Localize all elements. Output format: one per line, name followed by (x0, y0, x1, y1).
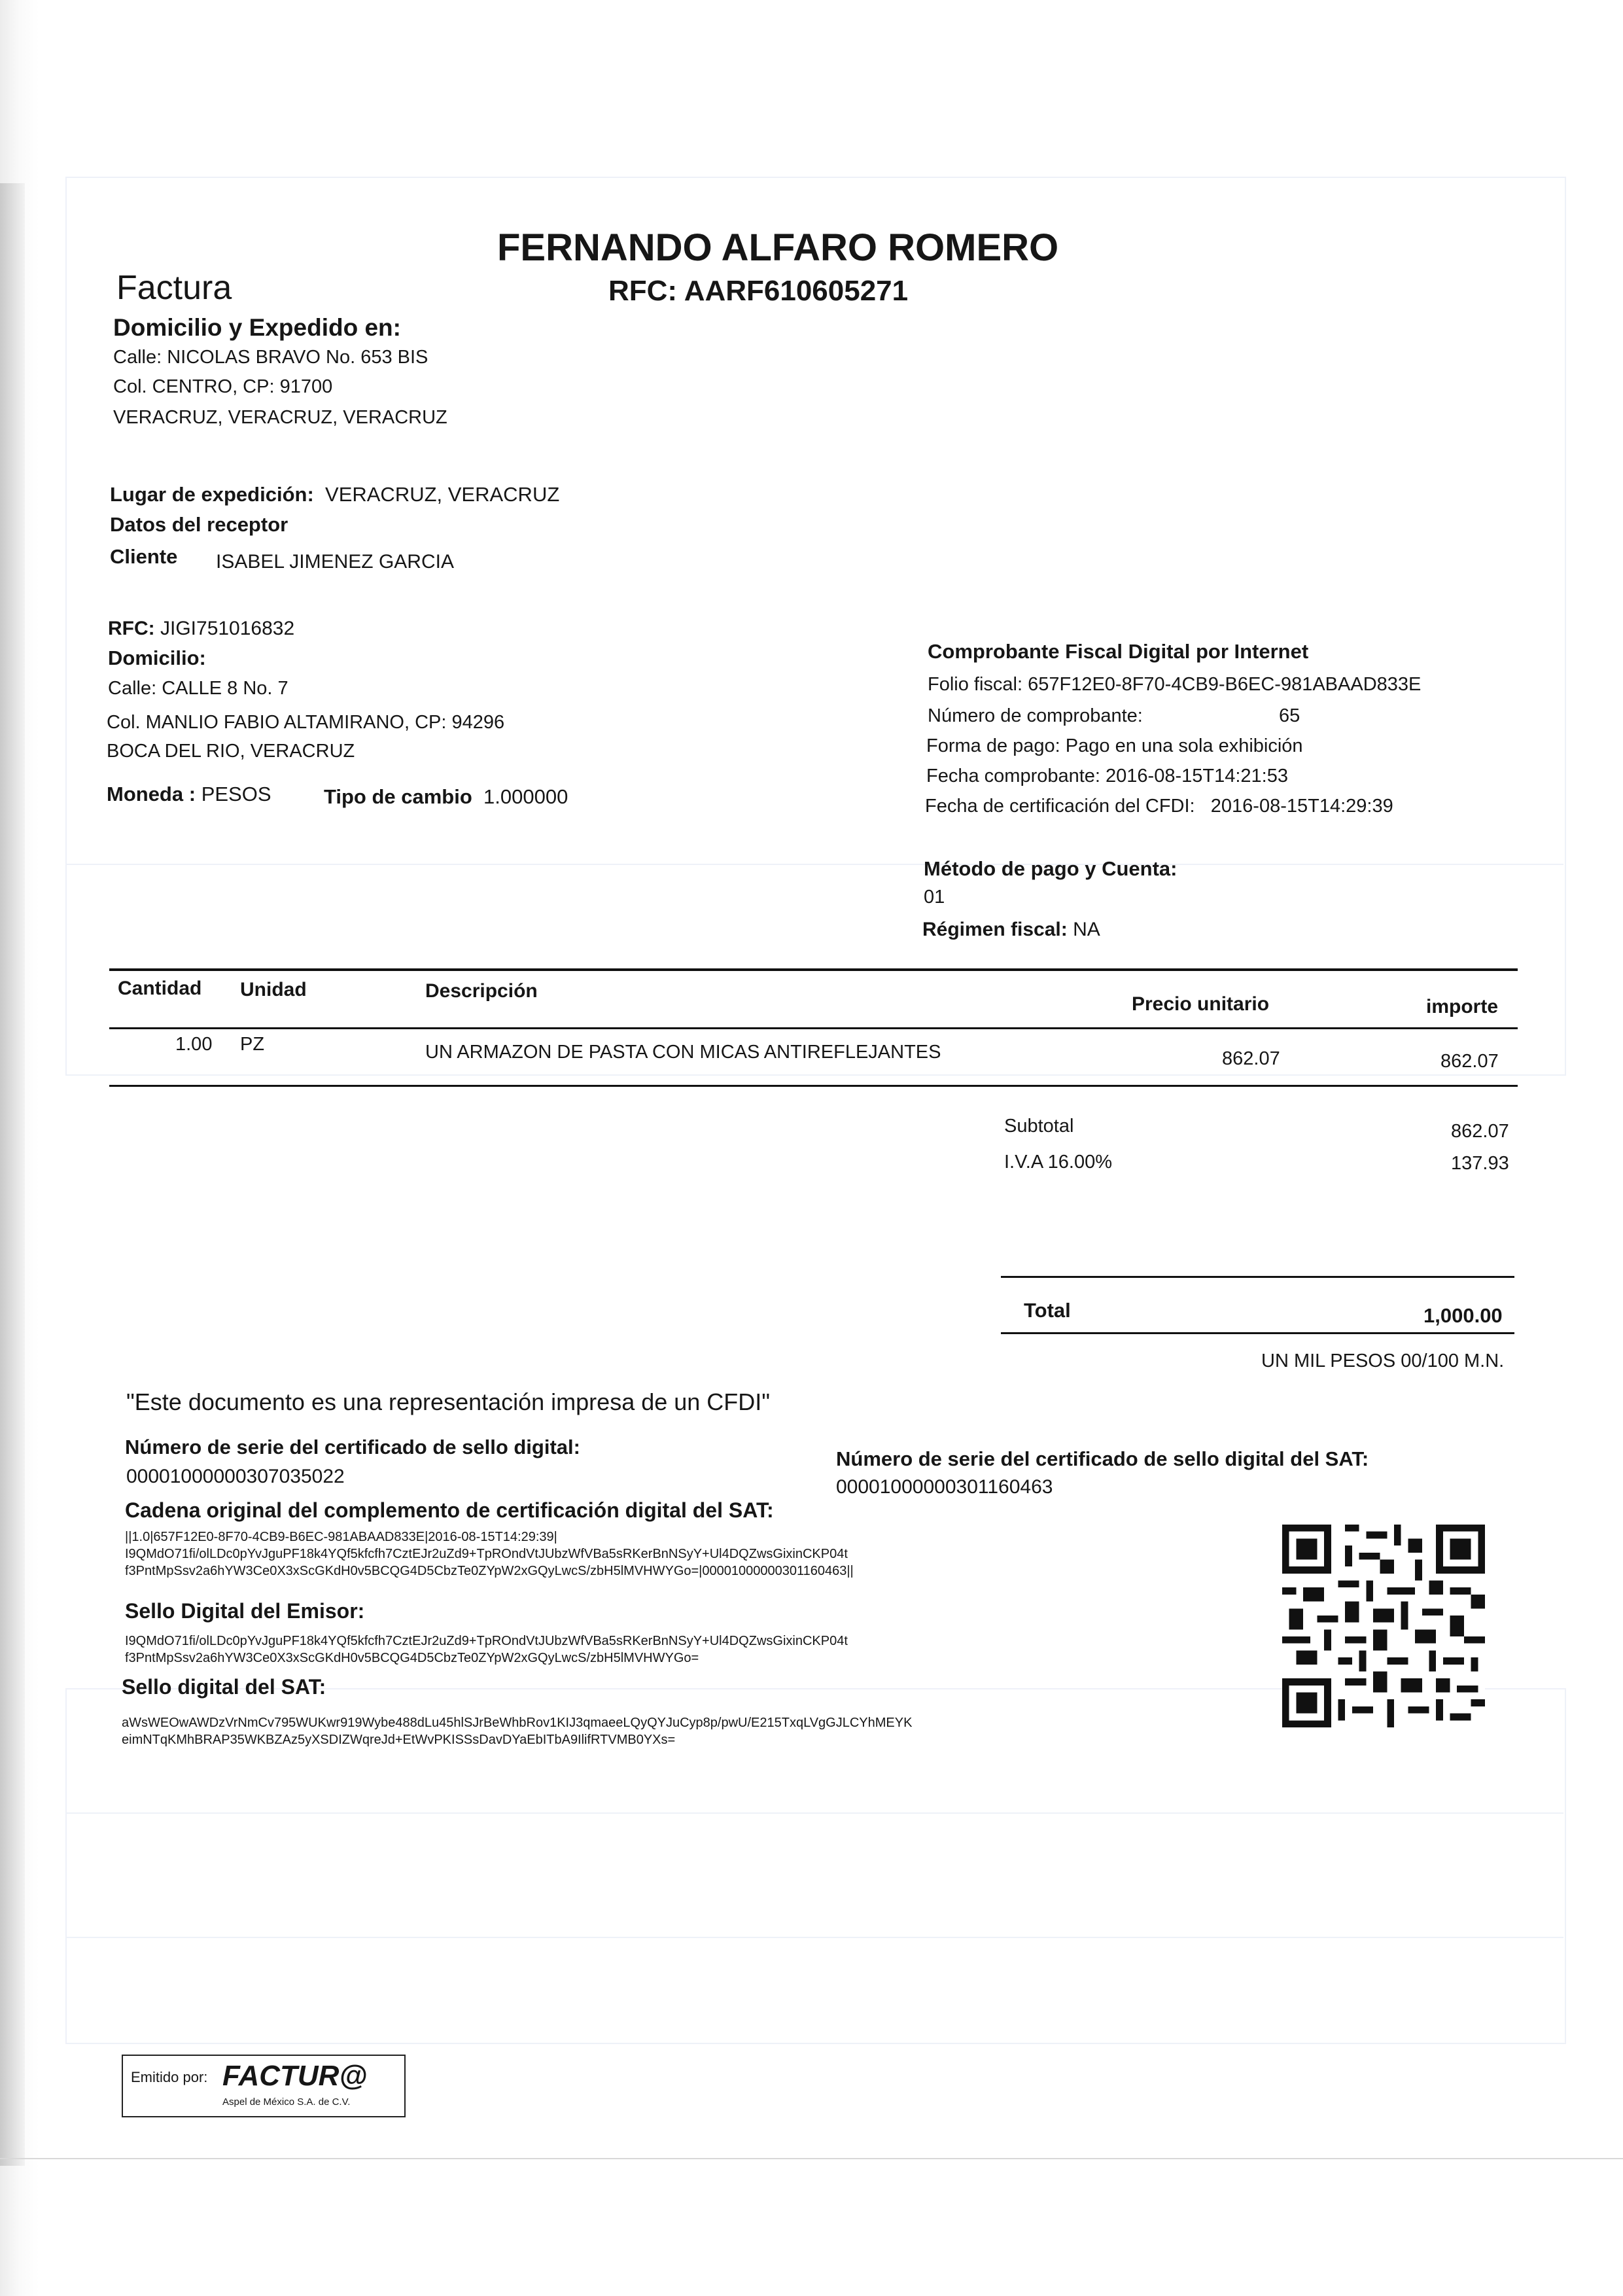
sat-cert-label: Número de serie del certificado de sello digital del SAT: (836, 1447, 1369, 1470)
table-top-rule (109, 968, 1518, 971)
receptor-rfc-value: JIGI751016832 (160, 618, 295, 639)
fiscal-regime (922, 919, 1100, 941)
col-header-desc: Descripción (425, 980, 538, 1002)
col-header-unit: Unidad (240, 979, 307, 1000)
issuer-name: FERNANDO ALFARO ROMERO (497, 226, 1059, 269)
page-edge-shadow (0, 183, 25, 2166)
cfdi-payment-form: Forma de pago: Pago en una sola exhibición (926, 735, 1303, 756)
issuer-rfc (608, 275, 908, 308)
place-label: Lugar de expedición: (110, 483, 314, 506)
client-label: Cliente (110, 545, 178, 568)
total-label: Total (1024, 1299, 1071, 1322)
seal-sat-line: eimNTqKMhBRAP35WKBZAz5yXSDIZWqreJd+EtWvPKISSsDavDYaEbITbA9IlifRTVMB0YXs= (122, 1733, 676, 1747)
subtotal-label: Subtotal (1004, 1116, 1074, 1137)
cadena-line: ||1.0|657F12E0-8F70-4CB9-B6EC-981ABAAD833E|2016-08-15T14:29:39| (125, 1530, 557, 1544)
bleed-through-line (65, 1937, 1563, 1938)
cfdi-heading: Comprobante Fiscal Digital por Internet (928, 640, 1309, 663)
place-of-issue (110, 483, 559, 506)
doc-type-title: Factura (116, 269, 232, 307)
cfdi-date: Fecha comprobante: 2016-08-15T14:21:53 (926, 766, 1288, 786)
row-unit: PZ (240, 1034, 265, 1055)
exchange-rate-value: 1.000000 (483, 785, 568, 808)
currency-value: PESOS (201, 783, 271, 805)
row-price: 862.07 (1222, 1048, 1280, 1069)
currency (107, 783, 271, 806)
cert-label: Número de serie del certificado de sello digital: (125, 1436, 580, 1458)
cert-value: 00001000000307035022 (126, 1466, 345, 1487)
col-header-amount: importe (1426, 996, 1499, 1017)
stamp-brand: FACTUR@ (222, 2060, 368, 2092)
domicile-label: Domicilio: (108, 646, 206, 669)
emitted-by-stamp (122, 2055, 406, 2117)
fiscal-regime-label: Régimen fiscal: (922, 919, 1068, 940)
col-header-qty: Cantidad (118, 978, 202, 999)
currency-label: Moneda : (107, 783, 196, 805)
seal-sat-label: Sello digital del SAT: (122, 1675, 326, 1699)
seal-issuer-line: I9QMdO71fi/olLDc0pYvJguPF18k4YQf5kfcfh7CztEJr2uZd9+TpROndVtJUbzWfVBa5sRKerBnNSyY+Ul4DQZwsGixinCKP04t (125, 1634, 848, 1648)
seal-issuer-line: f3PntMpSsv2a6hYW3Ce0X3xScGKdH0v5BCQG4D5CbzTe0ZYpW2xGQyLwcS/zbH5lMVHWYGo= (125, 1651, 699, 1665)
domicile-line: Col. MANLIO FABIO ALTAMIRANO, CP: 94296 (107, 712, 505, 733)
cfdi-number-value: 65 (1279, 705, 1300, 726)
bleed-through-line (65, 1812, 1563, 1814)
total-bottom-rule (1001, 1332, 1514, 1334)
cadena-line: f3PntMpSsv2a6hYW3Ce0X3xScGKdH0v5BCQG4D5CbzTe0ZYpW2xGQyLwcS/zbH5lMVHWYGo=|00001000000301160463|| (125, 1564, 854, 1578)
payment-method-value: 01 (924, 887, 945, 908)
cfdi-number-label: Número de comprobante: (928, 705, 1143, 726)
seal-issuer-label: Sello Digital del Emisor: (125, 1599, 365, 1623)
fiscal-regime-value: NA (1073, 919, 1100, 940)
place-value: VERACRUZ, VERACRUZ (325, 483, 560, 506)
address-heading: Domicilio y Expedido en: (113, 314, 401, 341)
cadena-line: I9QMdO71fi/olLDc0pYvJguPF18k4YQf5kfcfh7CztEJr2uZd9+TpROndVtJUbzWfVBa5sRKerBnNSyY+Ul4DQZwsGixinCKP04t (125, 1547, 848, 1561)
cfdi-legend: "Este documento es una representación impresa de un CFDI" (126, 1388, 771, 1415)
receptor-rfc-label: RFC: (108, 618, 155, 639)
client-value: ISABEL JIMENEZ GARCIA (216, 551, 454, 573)
seal-sat-line: aWsWEOwAWDzVrNmCv795WUKwr919Wybe488dLu45hlSJrBeWhbRov1KIJ3qmaeeLQyQYJuCyp8p/pwU/E215TxqLVgGJLCYhMEYK (122, 1716, 913, 1730)
row-qty: 1.00 (175, 1034, 213, 1055)
page-bottom-rule (0, 2158, 1623, 2159)
qr-code-icon (1282, 1525, 1485, 1727)
receptor-heading: Datos del receptor (110, 513, 288, 536)
total-top-rule (1001, 1276, 1514, 1278)
subtotal-value: 862.07 (1451, 1121, 1509, 1142)
col-header-price: Precio unitario (1132, 993, 1270, 1015)
cfdi-cert-date-value: 2016-08-15T14:29:39 (1210, 796, 1393, 817)
address-line: Calle: NICOLAS BRAVO No. 653 BIS (113, 347, 428, 368)
iva-value: 137.93 (1451, 1153, 1509, 1174)
iva-label: I.V.A 16.00% (1004, 1152, 1113, 1173)
issuer-rfc-value: AARF610605271 (684, 275, 909, 307)
issuer-rfc-label: RFC: (608, 275, 678, 307)
cadena-label: Cadena original del complemento de certificación digital del SAT: (125, 1498, 774, 1522)
domicile-line: Calle: CALLE 8 No. 7 (108, 678, 288, 699)
total-value: 1,000.00 (1423, 1304, 1503, 1327)
domicile-line: BOCA DEL RIO, VERACRUZ (107, 741, 355, 762)
cfdi-folio: Folio fiscal: 657F12E0-8F70-4CB9-B6EC-981ABAAD833E (928, 674, 1422, 695)
row-amount: 862.07 (1440, 1051, 1499, 1072)
stamp-label: Emitido por: (131, 2069, 208, 2085)
cfdi-cert-date-label: Fecha de certificación del CFDI: (925, 796, 1195, 817)
exchange-rate (324, 785, 568, 809)
sat-cert-value: 00001000000301160463 (836, 1476, 1053, 1498)
table-header-rule (109, 1027, 1518, 1029)
address-line: VERACRUZ, VERACRUZ, VERACRUZ (113, 407, 447, 428)
bleed-through-line (65, 864, 1563, 865)
receptor-rfc (108, 618, 294, 640)
exchange-rate-label: Tipo de cambio (324, 785, 472, 808)
row-desc: UN ARMAZON DE PASTA CON MICAS ANTIREFLEJANTES (425, 1042, 941, 1063)
stamp-sub: Aspel de México S.A. de C.V. (222, 2096, 351, 2108)
payment-method-label: Método de pago y Cuenta: (924, 857, 1178, 880)
total-in-words: UN MIL PESOS 00/100 M.N. (1261, 1351, 1505, 1371)
table-bottom-rule (109, 1085, 1518, 1087)
cfdi-cert-date (925, 796, 1393, 817)
address-line: Col. CENTRO, CP: 91700 (113, 376, 333, 397)
